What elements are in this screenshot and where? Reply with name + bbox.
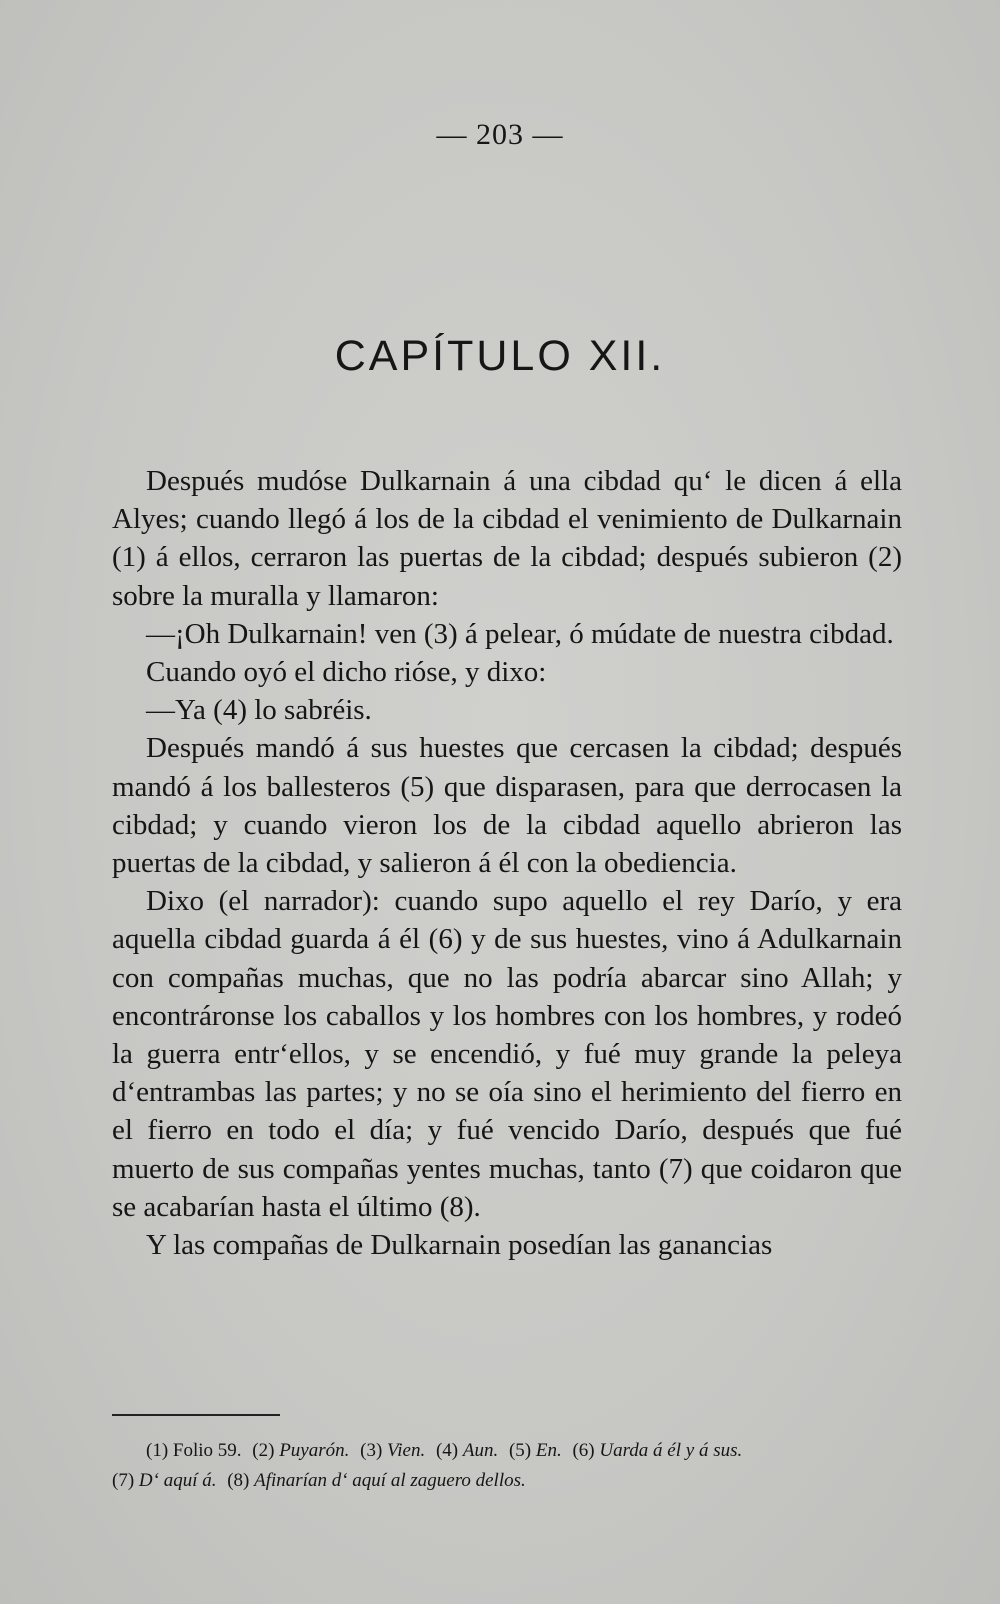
footnote-text: En. xyxy=(535,1440,562,1461)
footnote-number: (3) xyxy=(360,1440,383,1461)
paragraph: Cuando oyó el dicho rióse, y dixo: xyxy=(146,656,547,689)
chapter-title: CAPÍTULO XII. xyxy=(334,332,666,380)
page-number: — 203 — xyxy=(436,118,564,151)
footnote xyxy=(509,1440,562,1461)
footnote xyxy=(436,1440,498,1461)
footnote-number: (5) xyxy=(508,1440,532,1461)
footnote xyxy=(360,1440,425,1461)
footnote-text: Vien. xyxy=(387,1440,426,1461)
footnote-number: (6) xyxy=(572,1440,595,1461)
footnotes xyxy=(112,1436,912,1496)
footnote-text: Afinarían d‘ aquí al zaguero dellos. xyxy=(254,1470,526,1491)
footnote xyxy=(252,1440,349,1461)
footnote-number: (1) xyxy=(146,1440,169,1461)
footnote-number: (8) xyxy=(227,1470,250,1491)
footnote xyxy=(227,1470,526,1491)
footnote xyxy=(112,1470,216,1491)
footnote xyxy=(572,1440,742,1461)
footnote-text: Aun. xyxy=(462,1440,499,1461)
footnote-number: (4) xyxy=(435,1440,459,1461)
footnote-text: D‘ aquí á. xyxy=(138,1470,217,1491)
footnote-line xyxy=(112,1436,912,1466)
paragraph: Después mandó á sus huestes que cercasen la cibdad; después mandó á los ballesteros (5) que disparasen, para que derrocasen la cibdad; y cuando vieron los de la cibdad aquello abrieron las puertas de la cibdad, y salieron á él con la obediencia. xyxy=(112,732,902,880)
footnote-number: (7) xyxy=(112,1470,135,1491)
paragraph: —¡Oh Dulkarnain! ven (3) á pelear, ó múdate de nuestra cibdad. xyxy=(146,617,894,650)
paragraph: Y las compañas de Dulkarnain posedían las ganancias xyxy=(146,1229,773,1262)
footnote-text: Puyarón. xyxy=(279,1440,350,1461)
footnote-divider xyxy=(112,1414,280,1416)
footnote-line xyxy=(112,1466,912,1496)
paragraph: Después mudóse Dulkarnain á una cibdad qu‘ le dicen á ella Alyes; cuando llegó á los de la cibdad el venimiento de Dulkarnain (1) á ellos, cerraron las puertas de la cibdad; después subieron (2) sobre la muralla y llamaron: xyxy=(112,465,902,612)
paragraph: —Ya (4) lo sabréis. xyxy=(146,694,372,727)
footnote-text: Folio 59. xyxy=(172,1440,242,1461)
footnote-number: (2) xyxy=(252,1440,275,1461)
body-text xyxy=(112,462,902,1264)
footnote xyxy=(146,1440,242,1461)
footnote-text: Uarda á él y á sus. xyxy=(599,1440,743,1461)
paragraph: Dixo (el narrador): cuando supo aquello el rey Darío, y era aquella cibdad guarda á él (6) y de sus huestes, vino á Adulkarnain con compañas muchas, que no las podría abarcar sino Allah; y encontráronse los caballos y los hombres con los hombres, y rodeó la guerra entr‘ellos, y se encendió, y fué muy grande la peleya d‘entrambas las partes; y no se oía sino el herimiento del fierro en el fierro en todo el día; y fué vencido Darío, después que fué muerto de sus compañas yentes muchas, tanto (7) que coidaron que se acabarían hasta el último (8). xyxy=(112,885,902,1223)
